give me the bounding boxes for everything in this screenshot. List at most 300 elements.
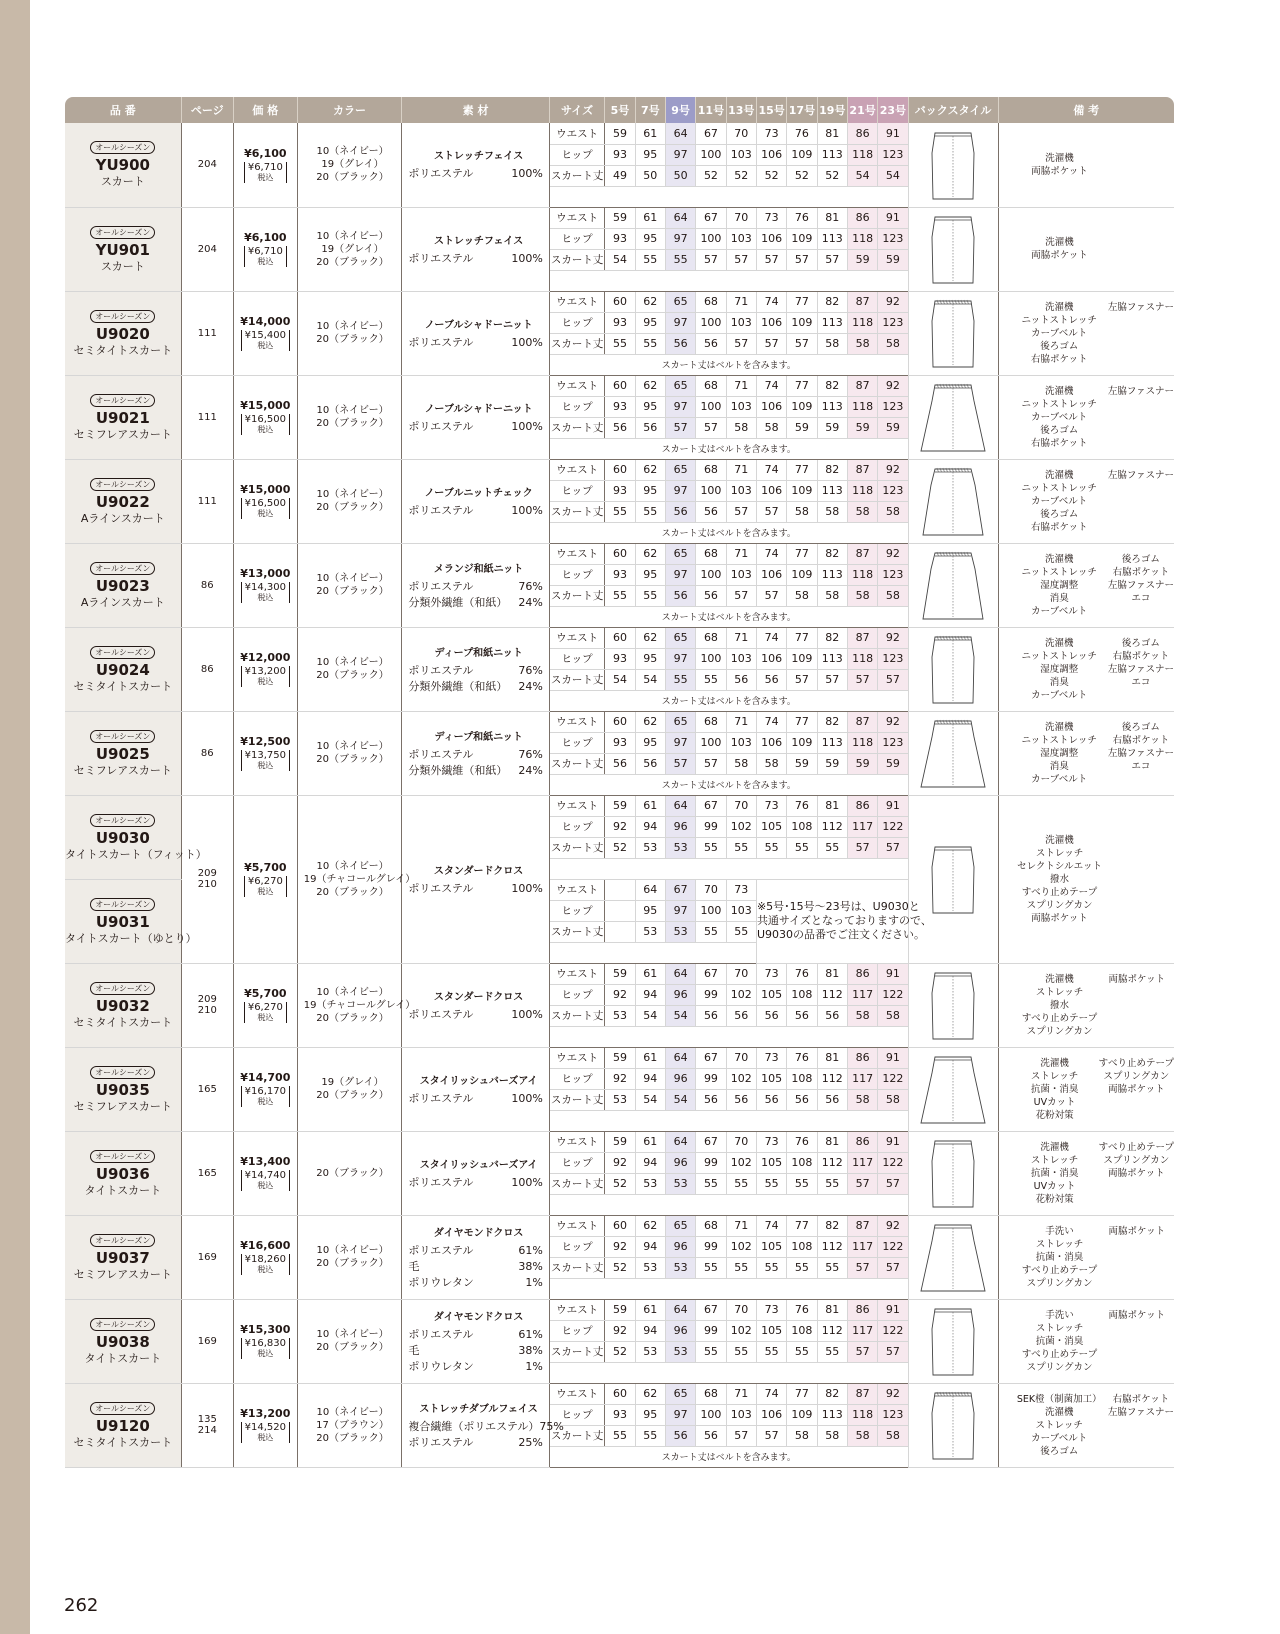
size-value: 76: [787, 1131, 817, 1152]
size-value: 92: [605, 1068, 635, 1089]
material-name: メランジ和紙ニット: [433, 563, 524, 575]
size-label-length: スカート丈: [549, 921, 604, 942]
size-value: 59: [605, 207, 635, 228]
note-item: ニットストレッチ: [1021, 734, 1097, 746]
notes-column-2: [1109, 1225, 1166, 1290]
size-label-hip: ヒップ: [549, 396, 604, 417]
size-value: 92: [878, 711, 908, 732]
size-value: 57: [696, 417, 726, 438]
size-value: 122: [878, 1320, 908, 1341]
product-code-block: [65, 225, 181, 274]
size-label-hip: ヒップ: [549, 1236, 604, 1257]
size-value: 117: [847, 1152, 877, 1173]
size-label-length: スカート丈: [549, 417, 604, 438]
size-value: 58: [817, 501, 847, 522]
season-badge: オールシーズン: [90, 226, 155, 239]
notes-column-1: [1011, 1141, 1099, 1206]
size-value: 73: [756, 1299, 786, 1320]
size-value: 108: [787, 1068, 817, 1089]
table-header-row: [65, 97, 1174, 123]
material-line: [408, 1275, 549, 1291]
skirt-back-drawing: [913, 295, 993, 371]
color-option: 19（チャコールグレイ）: [303, 999, 416, 1011]
size-value: 103: [726, 228, 756, 249]
size-value: 113: [817, 480, 847, 501]
size-value: 70: [726, 123, 756, 144]
note-item: 右脇ポケット: [1112, 1393, 1170, 1405]
size-value: 113: [817, 732, 847, 753]
material-line: [408, 335, 549, 351]
size-value: 57: [726, 501, 756, 522]
size-value: 92: [605, 1236, 635, 1257]
fiber-percent: 1%: [525, 1275, 543, 1289]
size-value: 97: [665, 480, 695, 501]
size-value: 106: [756, 1404, 786, 1425]
size-value: 55: [696, 837, 726, 858]
notes-column-1: [1011, 1393, 1108, 1458]
size-value: 59: [878, 753, 908, 774]
tax-label: 税込: [257, 887, 274, 896]
size-value: 53: [635, 1341, 665, 1362]
product-code: U9038: [95, 1332, 150, 1351]
material-line: [408, 1327, 549, 1343]
size-value: 99: [696, 984, 726, 1005]
fiber-name: ポリウレタン: [408, 1275, 474, 1289]
size-value: 55: [787, 1341, 817, 1362]
size-value: 102: [726, 816, 756, 837]
price-excl-tax: ¥12,000: [240, 651, 291, 664]
size-value: 73: [756, 123, 786, 144]
fiber-percent: 61%: [518, 1327, 543, 1341]
notes-column-1: [1011, 1309, 1109, 1374]
size-value: 59: [605, 795, 635, 816]
size-value: 109: [787, 312, 817, 333]
fiber-name: ポリエステル: [408, 1327, 474, 1341]
size-label-length: スカート丈: [549, 753, 604, 774]
size-value: 62: [635, 375, 665, 396]
size-value: 99: [696, 816, 726, 837]
price-incl-tax: ¥16,830: [244, 1338, 286, 1349]
size-value: 97: [665, 648, 695, 669]
size-value: 93: [605, 564, 635, 585]
notes-block: [999, 637, 1174, 702]
size-value: 53: [665, 1341, 695, 1362]
size-value: 73: [756, 1047, 786, 1068]
size-value: 56: [817, 1089, 847, 1110]
notes-column-2: [1108, 301, 1174, 366]
price-incl-tax: ¥18,260: [244, 1254, 286, 1265]
notes-column-2: [1099, 1057, 1174, 1122]
size-value: 67: [696, 123, 726, 144]
note-item: 右脇ポケット: [1030, 353, 1088, 365]
size-value: 86: [847, 795, 877, 816]
product-code-cell: [65, 879, 197, 963]
note-item: 右脇ポケット: [1112, 734, 1170, 746]
size-value: 59: [847, 249, 877, 270]
size-value: 105: [756, 984, 786, 1005]
size-value: 59: [605, 963, 635, 984]
size-value: 92: [878, 543, 908, 564]
size-value: 103: [726, 732, 756, 753]
season-badge: オールシーズン: [90, 1066, 155, 1079]
note-item: すべり止めテープ: [1021, 1012, 1098, 1024]
note-item: 左脇ファスナー: [1107, 385, 1174, 397]
size-value: 74: [756, 627, 786, 648]
size-value: 57: [665, 753, 695, 774]
size-value: 117: [847, 816, 877, 837]
catalog-page: 135: [197, 1414, 217, 1425]
price-incl-tax: ¥6,710: [247, 161, 283, 173]
catalog-page: 165: [197, 1167, 217, 1179]
size-value: 50: [665, 165, 695, 186]
size-label-hip: ヒップ: [549, 144, 604, 165]
size-label-length: スカート丈: [549, 333, 604, 354]
size-value: 64: [665, 1299, 695, 1320]
product-code: U9024: [95, 660, 150, 679]
product-code-cell: [65, 1383, 181, 1467]
note-item: 左脇ファスナー: [1107, 663, 1174, 675]
note-item: ストレッチ: [1035, 847, 1084, 859]
note-item: 抗菌・消臭: [1035, 1335, 1084, 1347]
size-value: 112: [817, 1320, 847, 1341]
colors-cell: [297, 459, 402, 543]
size-value: 58: [726, 417, 756, 438]
product-name: スカート: [100, 175, 145, 189]
price-incl-tax: ¥6,270: [247, 1002, 283, 1013]
notes-cell: [998, 795, 1174, 963]
size-value: 62: [635, 543, 665, 564]
fiber-percent: 100%: [511, 167, 543, 181]
material-cell: [402, 207, 550, 291]
note-item: 洗濯機: [1044, 1406, 1074, 1418]
material-name: スタイリッシュバーズアイ: [419, 1075, 538, 1087]
notes-column-2: [1108, 553, 1174, 618]
size-value: 58: [878, 1005, 908, 1026]
catalog-page: 86: [200, 579, 214, 591]
size-value: 70: [726, 1299, 756, 1320]
size-value: 86: [847, 123, 877, 144]
size-value: 59: [605, 1131, 635, 1152]
size-value: 56: [696, 1425, 726, 1446]
product-code-cell: [65, 1299, 181, 1383]
note-item: 花粉対策: [1035, 1193, 1074, 1205]
note-item: 両脇ポケット: [1031, 250, 1088, 261]
product-code-cell: [65, 459, 181, 543]
material-line: [408, 1343, 549, 1359]
fiber-name: ポリエステル: [408, 1243, 474, 1257]
size-value: 74: [756, 375, 786, 396]
material-line: [408, 1091, 549, 1107]
size-value: 96: [665, 816, 695, 837]
back-style-cell: [908, 1131, 998, 1215]
size-value: 70: [696, 879, 726, 900]
header-size-17: 17号: [787, 97, 817, 123]
notes-column-2: [1108, 721, 1174, 786]
size-value: 123: [878, 480, 908, 501]
size-value: 67: [665, 879, 695, 900]
size-value: 102: [726, 1236, 756, 1257]
season-badge: オールシーズン: [90, 562, 155, 575]
price-incl-tax-box: [234, 330, 297, 351]
color-option: 20（ブラック）: [316, 1167, 389, 1179]
material-line: [408, 595, 549, 611]
price-cell: [233, 1299, 297, 1383]
size-value: 59: [878, 417, 908, 438]
fiber-percent: 24%: [518, 679, 543, 693]
left-margin-strip: [0, 0, 30, 1634]
size-value: 68: [696, 375, 726, 396]
price-incl-tax-box: [234, 498, 297, 519]
notes-column-2: [1109, 1309, 1166, 1374]
size-label-length: スカート丈: [549, 501, 604, 522]
price-excl-tax: ¥5,700: [244, 987, 287, 1000]
note-item: すべり止めテープ: [1021, 1348, 1098, 1360]
fiber-name: 毛: [408, 1343, 420, 1357]
color-option: 10（ネイビー）: [316, 1406, 389, 1418]
note-item: 消臭: [1049, 592, 1069, 604]
price-incl-tax-box: [234, 750, 297, 771]
blank-row-cell: [549, 858, 908, 879]
size-value: 123: [878, 1404, 908, 1425]
size-value: 59: [605, 1047, 635, 1068]
belt-note-cell: スカート丈はベルトを含みます。: [549, 606, 908, 627]
note-item: カーブベルト: [1031, 689, 1088, 701]
note-item: スプリングカン: [1103, 1070, 1170, 1082]
catalog-page-2: 210: [197, 879, 217, 890]
product-code: U9036: [95, 1164, 150, 1183]
season-badge: オールシーズン: [90, 982, 155, 995]
size-value: 53: [635, 1257, 665, 1278]
size-label-waist: ウエスト: [549, 1299, 604, 1320]
skirt-back-drawing: [913, 715, 993, 791]
size-value: 118: [847, 396, 877, 417]
note-item: 洗濯機: [1040, 1141, 1069, 1153]
note-item: 消臭: [1049, 676, 1069, 688]
product-code-block: [65, 477, 181, 526]
size-label-waist: ウエスト: [549, 543, 604, 564]
size-value: 106: [756, 564, 786, 585]
catalog-page-cell: [181, 711, 233, 795]
product-code-block: [65, 1401, 181, 1450]
fiber-name: 分類外繊維（和紙）: [408, 679, 508, 693]
notes-block: [999, 721, 1174, 786]
size-value: 64: [665, 123, 695, 144]
size-value: 99: [696, 1320, 726, 1341]
header-size: サイズ: [549, 97, 604, 123]
size-value: 77: [787, 1215, 817, 1236]
size-value: 71: [726, 1383, 756, 1404]
material-line: [408, 881, 549, 897]
size-value: 55: [635, 585, 665, 606]
tax-label: 税込: [257, 1265, 274, 1274]
size-value: 57: [787, 669, 817, 690]
size-value: 56: [665, 1425, 695, 1446]
size-value: 52: [817, 165, 847, 186]
size-value: 57: [878, 1341, 908, 1362]
material-cell: [402, 1215, 550, 1299]
notes-column-1: [1011, 1057, 1099, 1122]
fiber-percent: 100%: [511, 335, 543, 349]
size-value: 118: [847, 732, 877, 753]
size-label-waist: ウエスト: [549, 291, 604, 312]
notes-cell: [998, 1383, 1174, 1467]
size-value: 123: [878, 144, 908, 165]
size-value: 93: [605, 648, 635, 669]
size-value: 56: [787, 1005, 817, 1026]
size-value: 106: [756, 144, 786, 165]
price-incl-tax: ¥13,200: [244, 666, 286, 677]
size-value: 55: [817, 1341, 847, 1362]
price-excl-tax: ¥14,700: [240, 1071, 291, 1084]
size-value: 86: [847, 207, 877, 228]
size-value: 57: [665, 417, 695, 438]
price-incl-tax: ¥6,710: [247, 246, 283, 257]
size-value: 95: [635, 1404, 665, 1425]
color-option: 20（ブラック）: [316, 256, 389, 268]
fiber-percent: 1%: [525, 1359, 543, 1373]
note-item: 左脇ファスナー: [1107, 1406, 1174, 1418]
season-badge: オールシーズン: [90, 1234, 155, 1247]
color-option: 10（ネイビー）: [316, 405, 389, 416]
size-value: 103: [726, 564, 756, 585]
size-value: 113: [817, 396, 847, 417]
size-value: 77: [787, 627, 817, 648]
material-line: [408, 579, 549, 595]
note-item: 右脇ポケット: [1030, 437, 1088, 449]
note-item: 湿度調整: [1040, 663, 1079, 675]
size-value: 56: [665, 501, 695, 522]
size-value: 100: [696, 648, 726, 669]
size-value: 109: [787, 144, 817, 165]
size-value: 117: [847, 1068, 877, 1089]
price-cell: [233, 1383, 297, 1467]
size-value: 55: [635, 249, 665, 270]
price-incl-tax-box: [234, 1338, 297, 1359]
tax-label: 税込: [257, 425, 274, 434]
product-code-block: [65, 981, 181, 1030]
season-badge: オールシーズン: [90, 1150, 155, 1163]
size-value: 71: [726, 627, 756, 648]
size-value: 118: [847, 144, 877, 165]
size-value: 76: [787, 207, 817, 228]
size-value: 58: [787, 1425, 817, 1446]
table-row: [65, 1383, 1174, 1404]
size-value: 87: [847, 375, 877, 396]
size-value: 105: [756, 1068, 786, 1089]
size-value: 61: [635, 123, 665, 144]
product-code-cell: [65, 627, 181, 711]
product-code: U9022: [95, 492, 150, 511]
price-cell: [233, 123, 297, 207]
size-value: 57: [878, 1173, 908, 1194]
size-value: 109: [787, 732, 817, 753]
size-value: 108: [787, 1236, 817, 1257]
size-value: 76: [787, 1047, 817, 1068]
price-incl-tax: ¥16,500: [244, 414, 286, 425]
size-value: 96: [665, 1236, 695, 1257]
size-value: 59: [847, 417, 877, 438]
material-name: ディープ和紙ニット: [434, 731, 523, 743]
size-value: 58: [847, 333, 877, 354]
color-option: 19（グレイ）: [321, 159, 384, 171]
price-cell: [233, 207, 297, 291]
size-value: 57: [787, 333, 817, 354]
size-value: 122: [878, 1068, 908, 1089]
notes-column-2: [1108, 385, 1174, 450]
size-value: 76: [787, 123, 817, 144]
skirt-back-drawing: [913, 1051, 993, 1127]
size-value: 61: [635, 1131, 665, 1152]
size-value: 93: [605, 144, 635, 165]
product-code-cell: [65, 1131, 181, 1215]
size-value: 54: [635, 1089, 665, 1110]
size-value: 77: [787, 375, 817, 396]
material-line: [408, 419, 549, 435]
size-value: 56: [726, 669, 756, 690]
size-value: 113: [817, 564, 847, 585]
size-value: 68: [696, 291, 726, 312]
material-line: [408, 1259, 549, 1275]
size-value: 55: [605, 585, 635, 606]
size-value: 62: [635, 1383, 665, 1404]
size-value: 55: [696, 1173, 726, 1194]
size-value: 112: [817, 984, 847, 1005]
size-value: 118: [847, 564, 877, 585]
colors-cell: [297, 375, 402, 459]
note-item: 後ろゴム: [1040, 340, 1079, 352]
color-option: 20（ブラック）: [316, 502, 389, 513]
colors-cell: [297, 627, 402, 711]
fiber-percent: 38%: [518, 1259, 543, 1273]
size-value: 74: [756, 291, 786, 312]
size-value: 60: [605, 1383, 635, 1404]
color-option: 17（ブラウン）: [316, 1419, 389, 1431]
price-excl-tax: ¥14,000: [240, 315, 291, 328]
size-value: 59: [878, 249, 908, 270]
size-value: 118: [847, 648, 877, 669]
price-incl-tax: ¥16,170: [244, 1086, 286, 1097]
size-label-length: スカート丈: [549, 1257, 604, 1278]
size-value: 57: [726, 1425, 756, 1446]
size-value: 55: [696, 1341, 726, 1362]
size-value: 57: [696, 753, 726, 774]
size-value: 56: [665, 333, 695, 354]
belt-note-cell: スカート丈はベルトを含みます。: [549, 522, 908, 543]
catalog-page-cell: [181, 207, 233, 291]
size-value: 106: [756, 732, 786, 753]
size-value: 118: [847, 480, 877, 501]
note-item: 湿度調整: [1040, 747, 1079, 759]
size-value: 55: [726, 1173, 756, 1194]
note-item: 洗濯機: [1045, 237, 1074, 248]
size-value: 58: [878, 1425, 908, 1446]
catalog-page: 169: [197, 1251, 217, 1263]
size-value: 103: [726, 312, 756, 333]
product-name: タイトスカート: [84, 1183, 162, 1197]
size-label-hip: ヒップ: [549, 228, 604, 249]
season-badge: オールシーズン: [90, 814, 155, 827]
fiber-name: ポリエステル: [408, 1091, 474, 1105]
table-row: [65, 459, 1174, 480]
size-value: 74: [756, 711, 786, 732]
catalog-page-cell: [181, 459, 233, 543]
note-item: 後ろゴム: [1040, 424, 1079, 436]
back-style-cell: [908, 1383, 998, 1467]
size-value: 58: [847, 1005, 877, 1026]
price-cell: [233, 711, 297, 795]
notes-cell: [998, 1299, 1174, 1383]
notes-block: [999, 385, 1174, 450]
